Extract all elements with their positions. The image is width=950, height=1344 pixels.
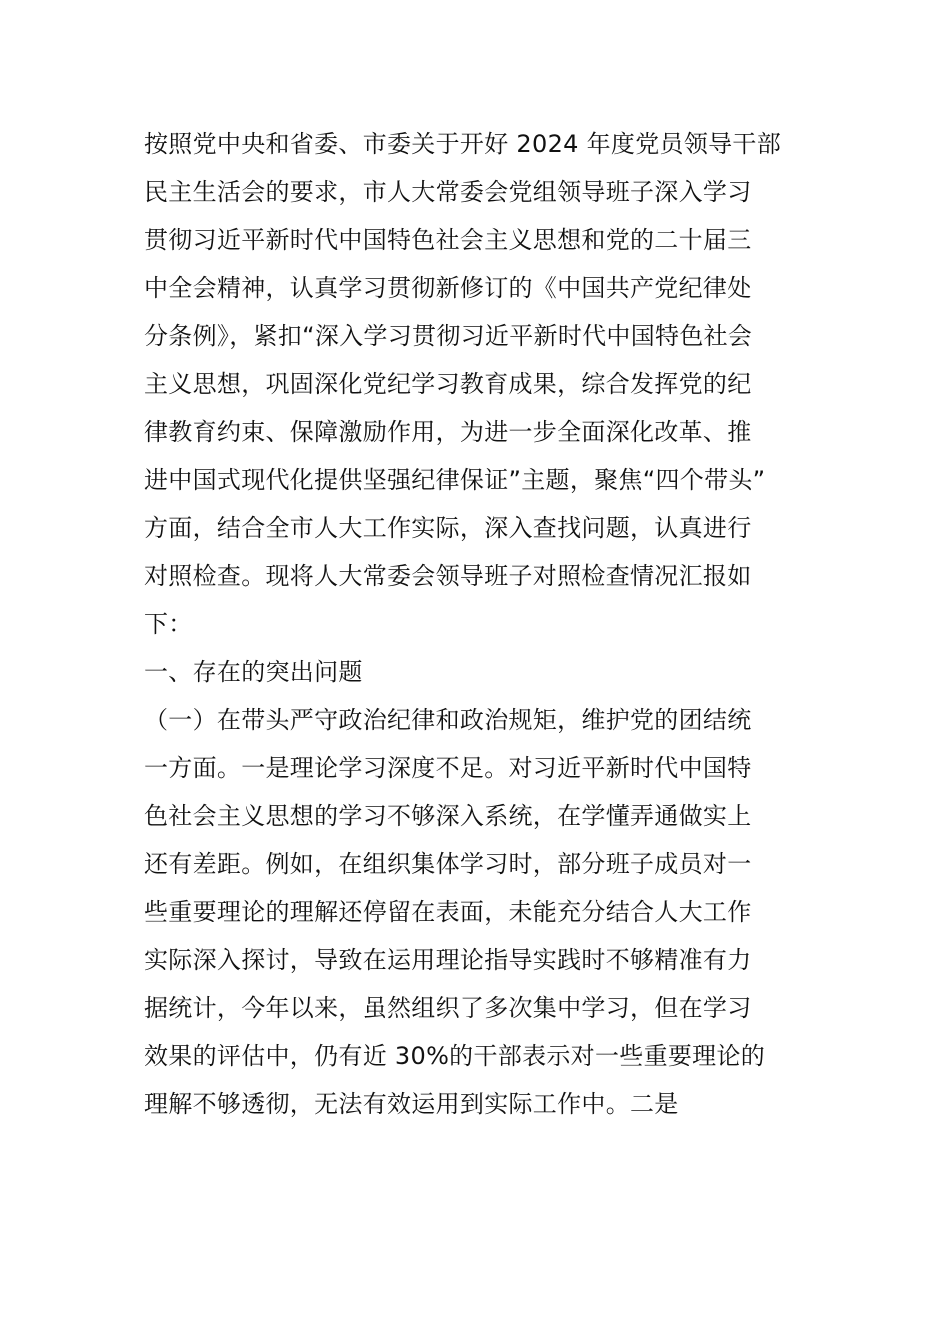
text-line: 分条例》，紧扣“深入学习贯彻习近平新时代中国特色社会 [144, 322, 753, 350]
text-line: 律教育约束、保障激励作用，为进一步全面深化改革、推 [144, 418, 752, 446]
text-line: 实际深入探讨，导致在运用理论指导实践时不够精准有力 [144, 946, 752, 974]
text-line: 据统计，今年以来，虽然组织了多次集中学习，但在学习 [144, 994, 752, 1022]
text-line: （一）在带头严守政治纪律和政治规矩，维护党的团结统 [144, 706, 752, 734]
text-line: 方面，结合全市人大工作实际，深入查找问题，认真进行 [144, 514, 752, 542]
text-line: 下： [144, 610, 193, 638]
text-line: 对照检查。现将人大常委会领导班子对照检查情况汇报如 [144, 562, 752, 590]
text-line: 民主生活会的要求，市人大常委会党组领导班子深入学习 [144, 178, 752, 206]
text-line: 一方面。一是理论学习深度不足。对习近平新时代中国特 [144, 754, 752, 782]
text-line: 还有差距。例如，在组织集体学习时，部分班子成员对一 [144, 850, 752, 878]
text-line: 中全会精神，认真学习贯彻新修订的《中国共产党纪律处 [144, 274, 752, 302]
text-line: 理解不够透彻，无法有效运用到实际工作中。二是 [144, 1090, 679, 1118]
section-heading: 一、存在的突出问题 [144, 658, 363, 686]
text-line: 色社会主义思想的学习不够深入系统，在学懂弄通做实上 [144, 802, 752, 830]
text-line: 贯彻习近平新时代中国特色社会主义思想和党的二十届三 [144, 226, 752, 254]
document-body [144, 120, 816, 1128]
text-line: 效果的评估中，仍有近 30%的干部表示对一些重要理论的 [144, 1042, 766, 1070]
text-line: 些重要理论的理解还停留在表面，未能充分结合人大工作 [144, 898, 752, 926]
text-line: 按照党中央和省委、市委关于开好 2024 年度党员领导干部 [144, 130, 782, 158]
text-line: 主义思想，巩固深化党纪学习教育成果，综合发挥党的纪 [144, 370, 752, 398]
text-line: 进中国式现代化提供坚强纪律保证”主题，聚焦“四个带头” [144, 466, 766, 494]
